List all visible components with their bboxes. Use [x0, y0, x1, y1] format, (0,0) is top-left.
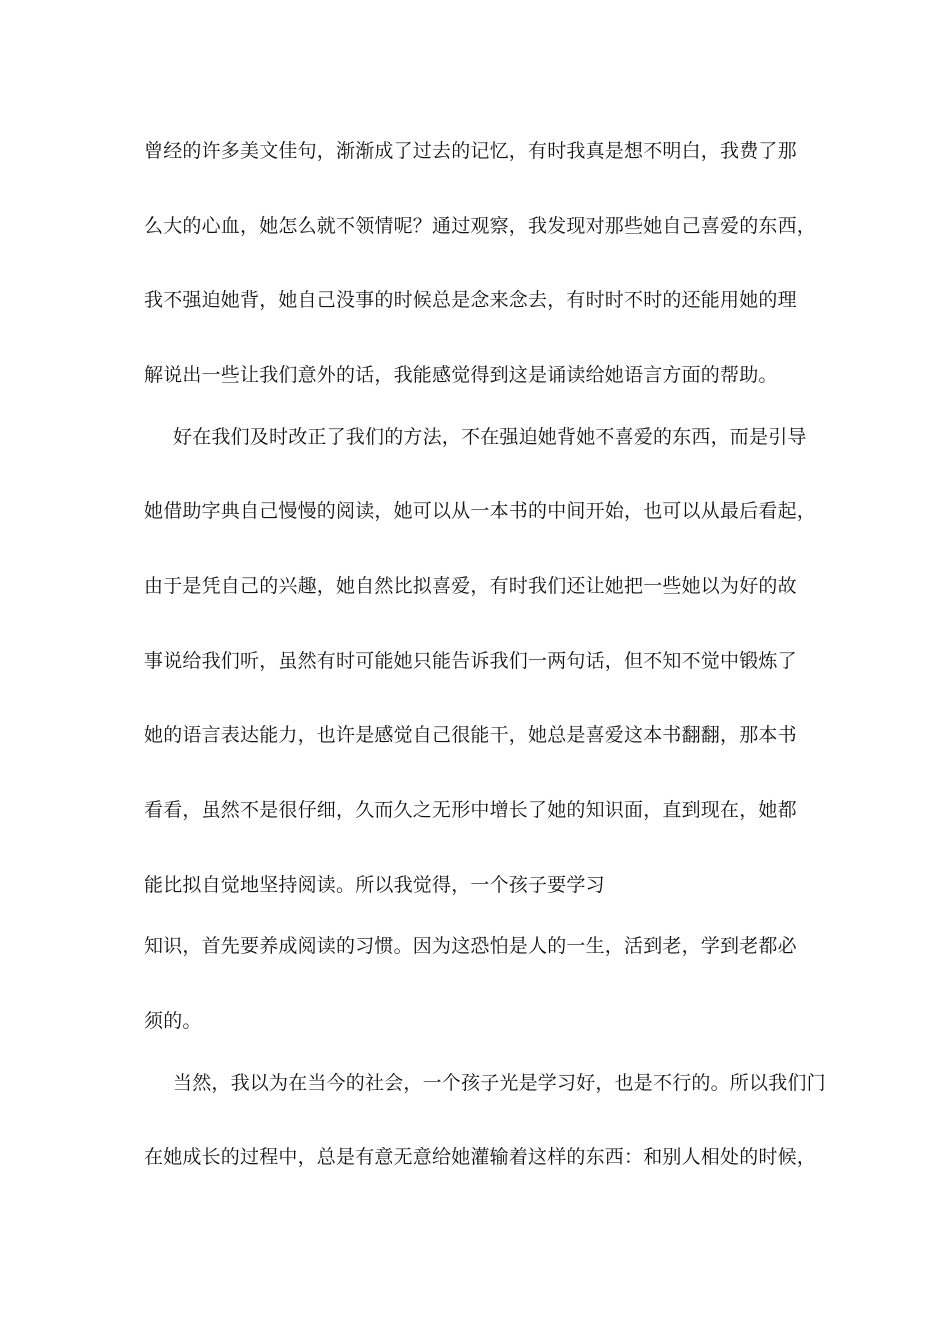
paragraph-line: 知识，首先要养成阅读的习惯。因为这恐怕是人的一生，活到老，学到老都必: [144, 935, 797, 957]
paragraph-line: 她借助字典自己慢慢的阅读，她可以从一本书的中间开始，也可以从最后看起，: [144, 500, 817, 522]
paragraph-line: 由于是凭自己的兴趣，她自然比拟喜爱，有时我们还让她把一些她以为好的故: [144, 575, 797, 597]
paragraph-line: 么大的心血，她怎么就不领情呢？通过观察，我发现对那些她自己喜爱的东西，: [144, 215, 817, 237]
paragraph-first-line: 当然，我以为在当今的社会，一个孩子光是学习好，也是不行的。所以我们门: [173, 1072, 826, 1094]
paragraph-line: 事说给我们听，虽然有时可能她只能告诉我们一两句话，但不知不觉中锻炼了: [144, 650, 797, 672]
paragraph-line: 在她成长的过程中，总是有意无意给她灌输着这样的东西：和别人相处的时候，: [144, 1146, 817, 1168]
paragraph-line: 须的。: [144, 1010, 202, 1032]
paragraph-line: 看看，虽然不是很仔细，久而久之无形中增长了她的知识面，直到现在，她都: [144, 799, 797, 821]
paragraph-line: 解说出一些让我们意外的话，我能感觉得到这是诵读给她语言方面的帮助。: [144, 364, 778, 386]
paragraph-line: 我不强迫她背，她自己没事的时候总是念来念去，有时时不时的还能用她的理: [144, 289, 797, 311]
paragraph-line: 曾经的许多美文佳句，渐渐成了过去的记忆，有时我真是想不明白，我费了那: [144, 140, 797, 162]
paragraph-first-line: 好在我们及时改正了我们的方法，不在强迫她背她不喜爱的东西，而是引导: [173, 426, 807, 448]
paragraph-line: 她的语言表达能力，也许是感觉自己很能干，她总是喜爱这本书翻翻，那本书: [144, 724, 797, 746]
paragraph-line: 能比拟自觉地坚持阅读。所以我觉得，一个孩子要学习: [144, 874, 605, 896]
